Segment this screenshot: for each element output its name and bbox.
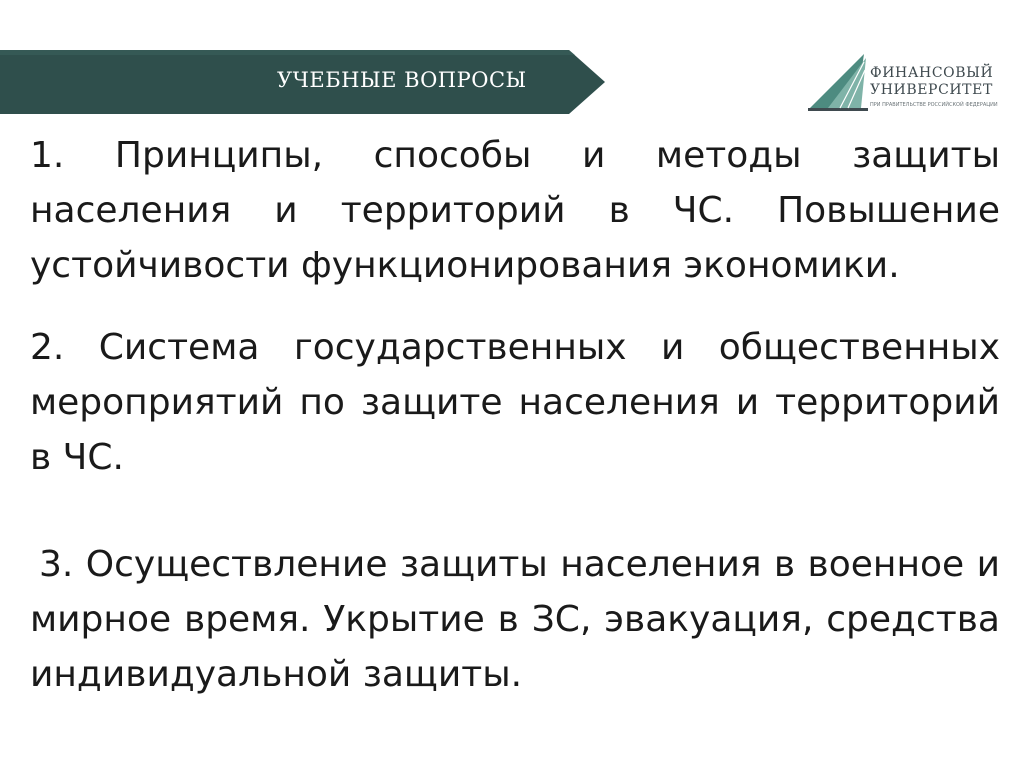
logo-text-line3: ПРИ ПРАВИТЕЛЬСТВЕ РОССИЙСКОЙ ФЕДЕРАЦИИ — [870, 102, 998, 108]
question-item-3: 3. Осуществление защиты населения в военное и мирное время. Укрытие в ЗС, эвакуация, средства индивидуальной защиты. — [30, 544, 1000, 695]
logo-text-line1: ФИНАНСОВЫЙ — [870, 65, 994, 81]
header-banner — [0, 50, 605, 114]
question-item-2: 2. Система государственных и общественных мероприятий по защите населения и территорий в ЧС. — [30, 327, 1000, 478]
section-title: УЧЕБНЫЕ ВОПРОСЫ — [277, 68, 527, 92]
question-item-1: 1. Принципы, способы и методы защиты населения и территорий в ЧС. Повышение устойчивости функционирования экономики. — [30, 135, 1000, 286]
university-logo — [806, 48, 1006, 118]
questions-list — [30, 128, 1000, 702]
financial-university-emblem-icon — [806, 48, 870, 118]
logo-text-line2: УНИВЕРСИТЕТ — [870, 82, 993, 98]
